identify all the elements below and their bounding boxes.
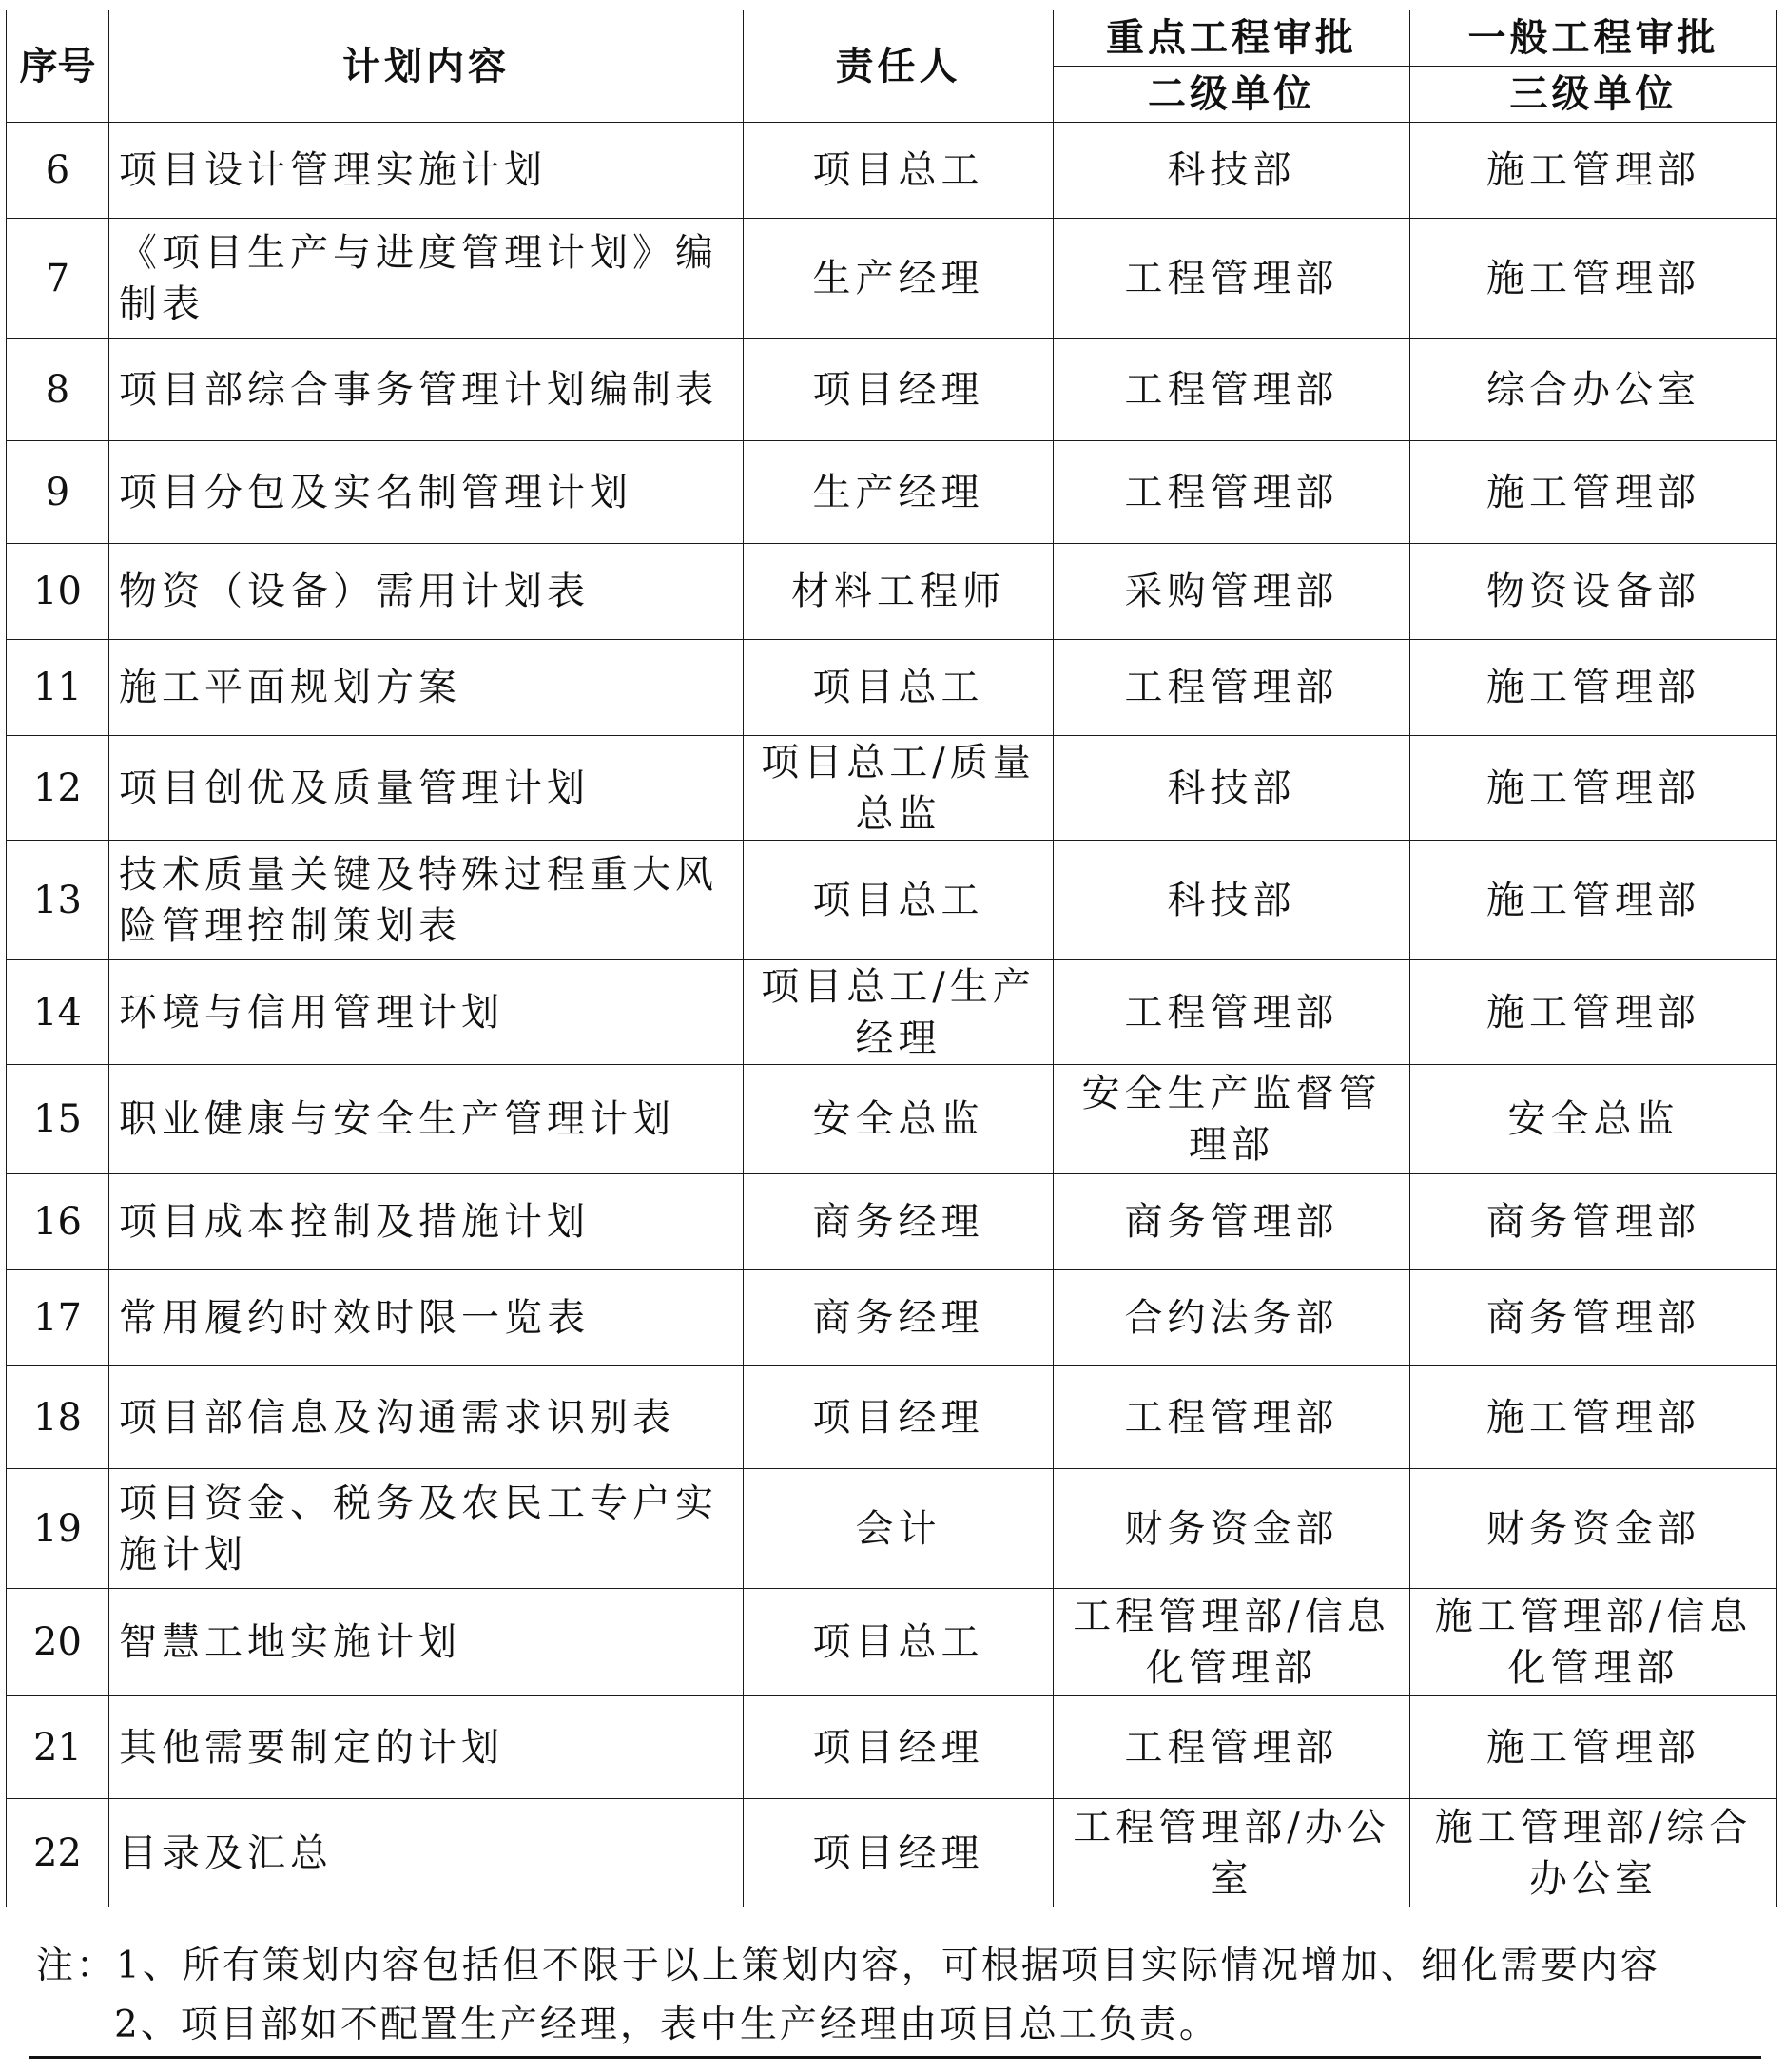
row-key-unit: 工程管理部 (1054, 219, 1410, 339)
row-number: 10 (7, 544, 109, 640)
row-key-unit: 工程管理部/办公室 (1054, 1799, 1410, 1907)
row-general-unit: 施工管理部 (1410, 219, 1777, 339)
row-owner: 项目经理 (744, 1366, 1054, 1469)
table-row (7, 219, 1777, 339)
row-content: 项目部综合事务管理计划编制表 (109, 339, 744, 441)
table-row (7, 1065, 1777, 1174)
row-key-unit: 工程管理部 (1054, 441, 1410, 544)
row-key-unit: 科技部 (1054, 841, 1410, 960)
row-key-unit: 科技部 (1054, 123, 1410, 219)
table-row (7, 1696, 1777, 1799)
table-row (7, 841, 1777, 960)
row-number: 9 (7, 441, 109, 544)
row-owner: 生产经理 (744, 219, 1054, 339)
row-owner: 项目总工 (744, 841, 1054, 960)
row-general-unit: 施工管理部 (1410, 841, 1777, 960)
table-row (7, 640, 1777, 736)
table-row (7, 1799, 1777, 1907)
row-general-unit: 施工管理部/信息化管理部 (1410, 1589, 1777, 1696)
row-owner: 项目经理 (744, 1696, 1054, 1799)
row-key-unit: 财务资金部 (1054, 1469, 1410, 1589)
row-general-unit: 综合办公室 (1410, 339, 1777, 441)
row-owner: 商务经理 (744, 1174, 1054, 1270)
row-owner: 项目总工/生产经理 (744, 960, 1054, 1065)
table-row (7, 1270, 1777, 1366)
row-number: 19 (7, 1469, 109, 1589)
row-general-unit: 财务资金部 (1410, 1469, 1777, 1589)
row-owner: 商务经理 (744, 1270, 1054, 1366)
table-row (7, 544, 1777, 640)
row-general-unit: 施工管理部 (1410, 960, 1777, 1065)
row-content: 项目设计管理实施计划 (109, 123, 744, 219)
row-owner: 生产经理 (744, 441, 1054, 544)
row-key-unit: 商务管理部 (1054, 1174, 1410, 1270)
row-key-unit: 工程管理部 (1054, 960, 1410, 1065)
row-number: 15 (7, 1065, 109, 1174)
row-number: 6 (7, 123, 109, 219)
row-content: 其他需要制定的计划 (109, 1696, 744, 1799)
row-owner: 安全总监 (744, 1065, 1054, 1174)
row-content: 项目创优及质量管理计划 (109, 736, 744, 841)
header-seq: 序号 (7, 10, 109, 123)
row-content: 项目成本控制及措施计划 (109, 1174, 744, 1270)
header-general-unit: 三级单位 (1410, 67, 1777, 123)
row-key-unit: 工程管理部 (1054, 1696, 1410, 1799)
note-line-2: 2、项目部如不配置生产经理，表中生产经理由项目总工负责。 (114, 2004, 1219, 2046)
row-content: 目录及汇总 (109, 1799, 744, 1907)
row-owner: 材料工程师 (744, 544, 1054, 640)
table-row (7, 441, 1777, 544)
bottom-rule (29, 2056, 1761, 2059)
note-line-1: 注：1、所有策划内容包括但不限于以上策划内容，可根据项目实际情况增加、细化需要内容 (36, 1945, 1660, 1987)
row-key-unit: 工程管理部/信息化管理部 (1054, 1589, 1410, 1696)
row-content: 物资（设备）需用计划表 (109, 544, 744, 640)
row-key-unit: 安全生产监督管理部 (1054, 1065, 1410, 1174)
row-content: 智慧工地实施计划 (109, 1589, 744, 1696)
row-number: 11 (7, 640, 109, 736)
row-owner: 项目总工 (744, 1589, 1054, 1696)
row-number: 21 (7, 1696, 109, 1799)
table-row (7, 1366, 1777, 1469)
row-content: 施工平面规划方案 (109, 640, 744, 736)
row-number: 17 (7, 1270, 109, 1366)
table-row (7, 339, 1777, 441)
row-owner: 项目经理 (744, 339, 1054, 441)
table-row (7, 736, 1777, 841)
row-key-unit: 工程管理部 (1054, 1366, 1410, 1469)
header-key-approval: 重点工程审批 (1054, 10, 1410, 67)
row-general-unit: 施工管理部 (1410, 1696, 1777, 1799)
row-content: 项目资金、税务及农民工专户实施计划 (109, 1469, 744, 1589)
row-general-unit: 施工管理部 (1410, 736, 1777, 841)
plan-table (6, 10, 1777, 1907)
row-general-unit: 施工管理部 (1410, 1366, 1777, 1469)
table-row (7, 1469, 1777, 1589)
row-key-unit: 采购管理部 (1054, 544, 1410, 640)
row-number: 20 (7, 1589, 109, 1696)
header-owner: 责任人 (744, 10, 1054, 123)
row-number: 16 (7, 1174, 109, 1270)
row-number: 12 (7, 736, 109, 841)
row-number: 13 (7, 841, 109, 960)
row-general-unit: 施工管理部 (1410, 123, 1777, 219)
row-content: 项目分包及实名制管理计划 (109, 441, 744, 544)
row-general-unit: 施工管理部/综合办公室 (1410, 1799, 1777, 1907)
row-key-unit: 工程管理部 (1054, 339, 1410, 441)
row-owner: 会计 (744, 1469, 1054, 1589)
row-number: 8 (7, 339, 109, 441)
row-number: 14 (7, 960, 109, 1065)
row-content: 技术质量关键及特殊过程重大风险管理控制策划表 (109, 841, 744, 960)
table-row (7, 1174, 1777, 1270)
row-content: 《项目生产与进度管理计划》编制表 (109, 219, 744, 339)
row-number: 22 (7, 1799, 109, 1907)
header-key-unit: 二级单位 (1054, 67, 1410, 123)
row-general-unit: 物资设备部 (1410, 544, 1777, 640)
table-row (7, 1589, 1777, 1696)
row-owner: 项目总工 (744, 123, 1054, 219)
notes (36, 1937, 1776, 2055)
row-number: 7 (7, 219, 109, 339)
row-key-unit: 合约法务部 (1054, 1270, 1410, 1366)
row-general-unit: 商务管理部 (1410, 1270, 1777, 1366)
table-body (7, 123, 1777, 1907)
row-general-unit: 施工管理部 (1410, 441, 1777, 544)
header-content: 计划内容 (109, 10, 744, 123)
header-general-approval: 一般工程审批 (1410, 10, 1777, 67)
table-header (7, 10, 1777, 123)
row-number: 18 (7, 1366, 109, 1469)
row-general-unit: 施工管理部 (1410, 640, 1777, 736)
row-content: 常用履约时效时限一览表 (109, 1270, 744, 1366)
table-row (7, 123, 1777, 219)
row-key-unit: 科技部 (1054, 736, 1410, 841)
row-general-unit: 安全总监 (1410, 1065, 1777, 1174)
table-row (7, 960, 1777, 1065)
row-owner: 项目经理 (744, 1799, 1054, 1907)
row-content: 项目部信息及沟通需求识别表 (109, 1366, 744, 1469)
row-content: 环境与信用管理计划 (109, 960, 744, 1065)
row-owner: 项目总工 (744, 640, 1054, 736)
row-content: 职业健康与安全生产管理计划 (109, 1065, 744, 1174)
row-general-unit: 商务管理部 (1410, 1174, 1777, 1270)
row-owner: 项目总工/质量总监 (744, 736, 1054, 841)
row-key-unit: 工程管理部 (1054, 640, 1410, 736)
